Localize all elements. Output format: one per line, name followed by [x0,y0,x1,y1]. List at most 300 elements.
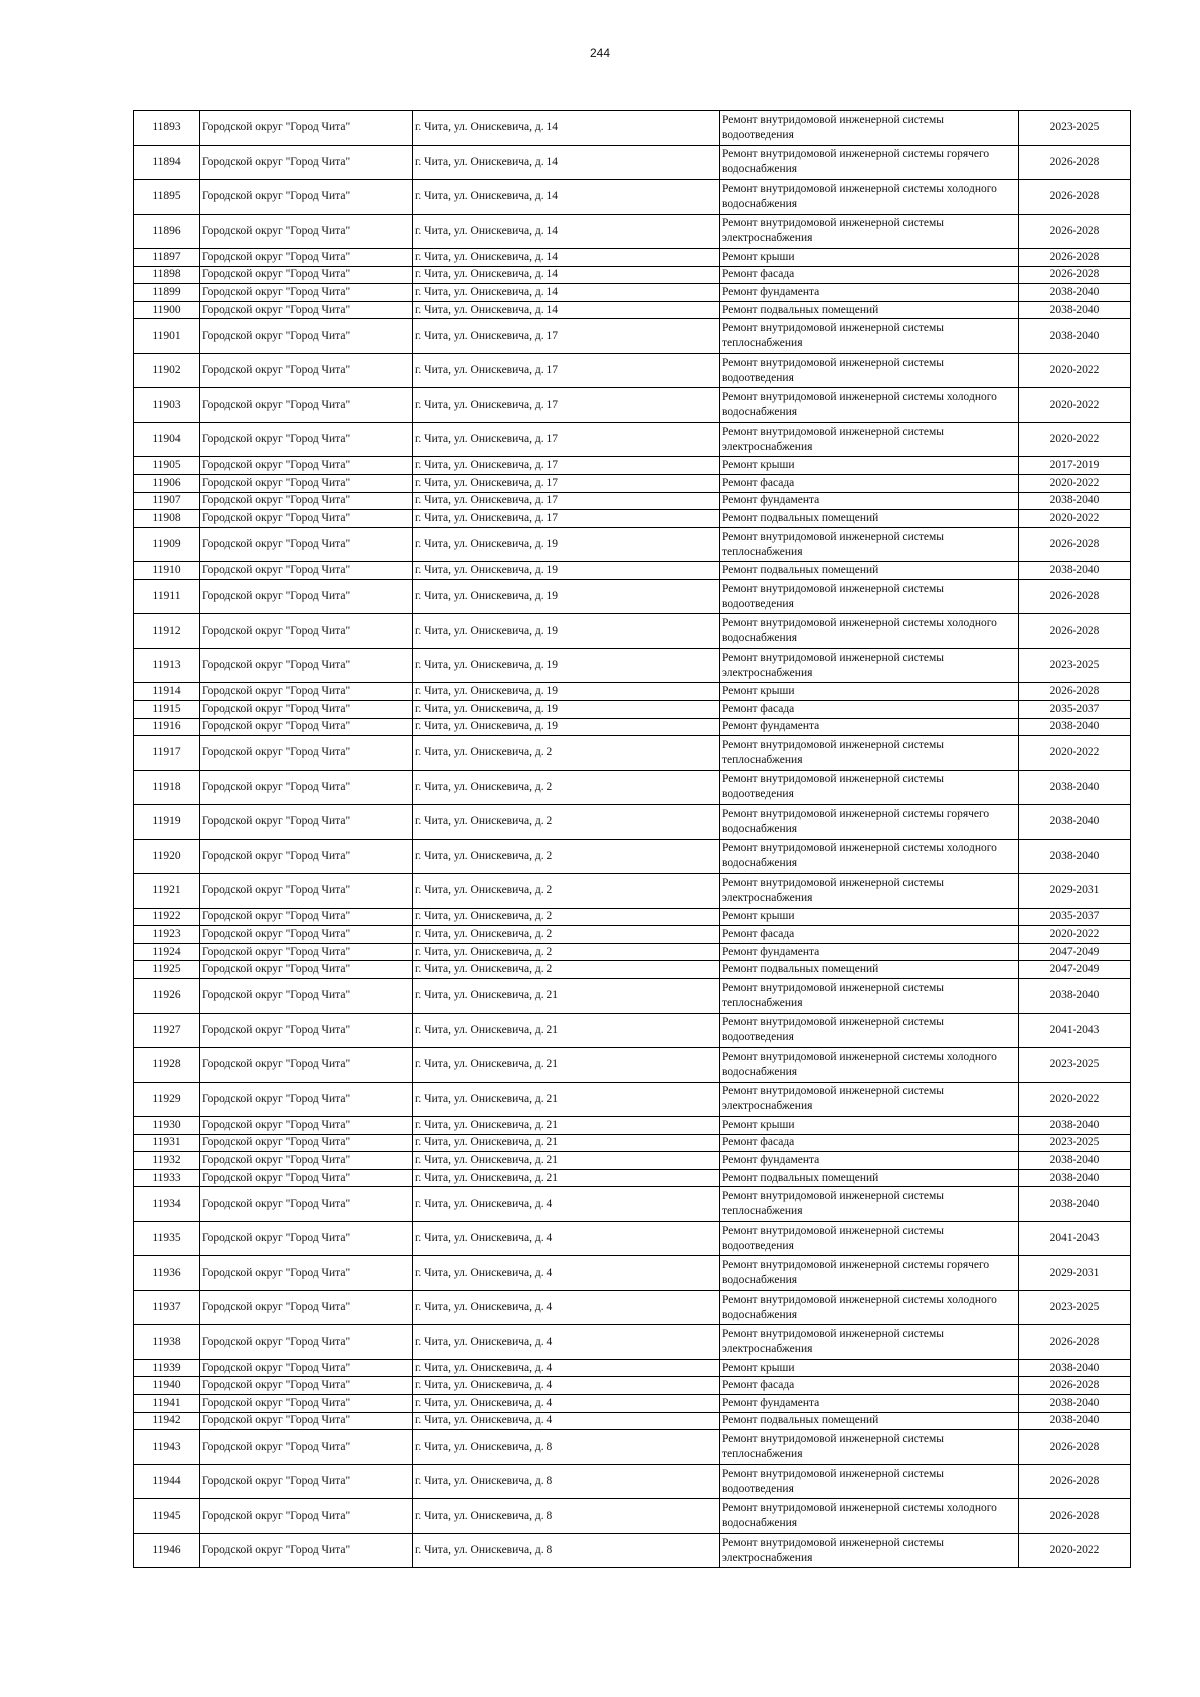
address-cell: г. Чита, ул. Онискевича, д. 14 [413,180,720,215]
table-row [134,908,1131,926]
table-row [134,249,1131,267]
row-number-cell: 11919 [134,805,200,840]
address-cell: г. Чита, ул. Онискевича, д. 14 [413,249,720,267]
address-cell: г. Чита, ул. Онискевича, д. 14 [413,145,720,180]
row-number-cell: 11937 [134,1290,200,1325]
table-row [134,527,1131,562]
work-type-cell: Ремонт внутридомовой инженерной системы электроснабжения [720,1325,1019,1360]
period-cell: 2038-2040 [1019,492,1131,510]
period-cell: 2017-2019 [1019,457,1131,475]
municipality-cell: Городской округ "Город Чита" [200,1082,413,1117]
table-row [134,1187,1131,1222]
period-cell: 2038-2040 [1019,301,1131,319]
work-type-cell: Ремонт внутридомовой инженерной системы электроснабжения [720,1082,1019,1117]
address-cell: г. Чита, ул. Онискевича, д. 17 [413,457,720,475]
period-cell: 2038-2040 [1019,839,1131,874]
municipality-cell: Городской округ "Город Чита" [200,1152,413,1170]
municipality-cell: Городской округ "Город Чита" [200,1412,413,1430]
address-cell: г. Чита, ул. Онискевича, д. 19 [413,562,720,580]
table-body [134,111,1131,1568]
municipality-cell: Городской округ "Город Чита" [200,979,413,1014]
municipality-cell: Городской округ "Город Чита" [200,301,413,319]
municipality-cell: Городской округ "Город Чита" [200,1169,413,1187]
address-cell: г. Чита, ул. Онискевича, д. 4 [413,1359,720,1377]
row-number-cell: 11941 [134,1395,200,1413]
address-cell: г. Чита, ул. Онискевича, д. 19 [413,527,720,562]
work-type-cell: Ремонт внутридомовой инженерной системы горячего водоснабжения [720,805,1019,840]
row-number-cell: 11902 [134,353,200,388]
row-number-cell: 11907 [134,492,200,510]
municipality-cell: Городской округ "Город Чита" [200,422,413,457]
row-number-cell: 11908 [134,510,200,528]
address-cell: г. Чита, ул. Онискевича, д. 2 [413,805,720,840]
table-row [134,492,1131,510]
address-cell: г. Чита, ул. Онискевича, д. 21 [413,979,720,1014]
address-cell: г. Чита, ул. Онискевича, д. 19 [413,579,720,614]
table-row [134,1256,1131,1291]
work-type-cell: Ремонт внутридомовой инженерной системы электроснабжения [720,648,1019,683]
address-cell: г. Чита, ул. Онискевича, д. 4 [413,1412,720,1430]
table-row [134,1169,1131,1187]
period-cell: 2038-2040 [1019,1395,1131,1413]
municipality-cell: Городской округ "Город Чита" [200,1187,413,1222]
work-type-cell: Ремонт внутридомовой инженерной системы холодного водоснабжения [720,839,1019,874]
municipality-cell: Городской округ "Город Чита" [200,1256,413,1291]
page-number: 244 [589,46,611,60]
period-cell: 2023-2025 [1019,1048,1131,1083]
address-cell: г. Чита, ул. Онискевича, д. 2 [413,926,720,944]
address-cell: г. Чита, ул. Онискевича, д. 4 [413,1325,720,1360]
table-row [134,1412,1131,1430]
work-type-cell: Ремонт внутридомовой инженерной системы водоотведения [720,111,1019,146]
table-row [134,700,1131,718]
row-number-cell: 11901 [134,319,200,354]
municipality-cell: Городской округ "Город Чита" [200,266,413,284]
row-number-cell: 11917 [134,736,200,771]
work-type-cell: Ремонт внутридомовой инженерной системы холодного водоснабжения [720,180,1019,215]
row-number-cell: 11926 [134,979,200,1014]
row-number-cell: 11944 [134,1464,200,1499]
row-number-cell: 11939 [134,1359,200,1377]
work-type-cell: Ремонт внутридомовой инженерной системы водоотведения [720,353,1019,388]
address-cell: г. Чита, ул. Онискевича, д. 21 [413,1169,720,1187]
table-row [134,1152,1131,1170]
municipality-cell: Городской округ "Город Чита" [200,874,413,909]
municipality-cell: Городской округ "Город Чита" [200,683,413,701]
table-row [134,388,1131,423]
table-row [134,1325,1131,1360]
address-cell: г. Чита, ул. Онискевича, д. 2 [413,736,720,771]
work-type-cell: Ремонт внутридомовой инженерной системы электроснабжения [720,1533,1019,1568]
row-number-cell: 11918 [134,770,200,805]
table-row [134,683,1131,701]
row-number-cell: 11936 [134,1256,200,1291]
period-cell: 2038-2040 [1019,319,1131,354]
period-cell: 2023-2025 [1019,1290,1131,1325]
municipality-cell: Городской округ "Город Чита" [200,249,413,267]
work-type-cell: Ремонт внутридомовой инженерной системы горячего водоснабжения [720,1256,1019,1291]
period-cell: 2026-2028 [1019,249,1131,267]
work-type-cell: Ремонт фундамента [720,943,1019,961]
period-cell: 2020-2022 [1019,510,1131,528]
address-cell: г. Чита, ул. Онискевича, д. 4 [413,1221,720,1256]
period-cell: 2038-2040 [1019,770,1131,805]
period-cell: 2026-2028 [1019,214,1131,249]
work-type-cell: Ремонт фасада [720,926,1019,944]
address-cell: г. Чита, ул. Онискевича, д. 2 [413,961,720,979]
row-number-cell: 11899 [134,284,200,302]
municipality-cell: Городской округ "Город Чита" [200,1395,413,1413]
table-row [134,1359,1131,1377]
table-row [134,1048,1131,1083]
work-type-cell: Ремонт подвальных помещений [720,961,1019,979]
address-cell: г. Чита, ул. Онискевича, д. 2 [413,770,720,805]
address-cell: г. Чита, ул. Онискевича, д. 14 [413,214,720,249]
table-row [134,111,1131,146]
municipality-cell: Городской округ "Город Чита" [200,718,413,736]
period-cell: 2026-2028 [1019,1464,1131,1499]
municipality-cell: Городской округ "Город Чита" [200,1290,413,1325]
row-number-cell: 11904 [134,422,200,457]
table-row [134,284,1131,302]
work-type-cell: Ремонт внутридомовой инженерной системы холодного водоснабжения [720,1499,1019,1534]
row-number-cell: 11913 [134,648,200,683]
address-cell: г. Чита, ул. Онискевича, д. 19 [413,648,720,683]
table-row [134,1082,1131,1117]
row-number-cell: 11945 [134,1499,200,1534]
period-cell: 2038-2040 [1019,1169,1131,1187]
row-number-cell: 11916 [134,718,200,736]
period-cell: 2020-2022 [1019,474,1131,492]
table-row [134,510,1131,528]
row-number-cell: 11946 [134,1533,200,1568]
repair-schedule-table [133,110,1131,1568]
period-cell: 2038-2040 [1019,718,1131,736]
row-number-cell: 11940 [134,1377,200,1395]
table-row [134,943,1131,961]
row-number-cell: 11934 [134,1187,200,1222]
address-cell: г. Чита, ул. Онискевича, д. 21 [413,1048,720,1083]
table-row [134,614,1131,649]
row-number-cell: 11943 [134,1430,200,1465]
work-type-cell: Ремонт внутридомовой инженерной системы электроснабжения [720,422,1019,457]
period-cell: 2026-2028 [1019,1499,1131,1534]
address-cell: г. Чита, ул. Онискевича, д. 21 [413,1013,720,1048]
row-number-cell: 11932 [134,1152,200,1170]
work-type-cell: Ремонт крыши [720,1359,1019,1377]
row-number-cell: 11927 [134,1013,200,1048]
municipality-cell: Городской округ "Город Чита" [200,805,413,840]
address-cell: г. Чита, ул. Онискевича, д. 2 [413,839,720,874]
table-row [134,1221,1131,1256]
table-row [134,474,1131,492]
address-cell: г. Чита, ул. Онискевича, д. 19 [413,718,720,736]
table-row [134,839,1131,874]
municipality-cell: Городской округ "Город Чита" [200,908,413,926]
municipality-cell: Городской округ "Город Чита" [200,839,413,874]
address-cell: г. Чита, ул. Онискевича, д. 4 [413,1395,720,1413]
municipality-cell: Городской округ "Город Чита" [200,736,413,771]
municipality-cell: Городской округ "Город Чита" [200,700,413,718]
period-cell: 2026-2028 [1019,180,1131,215]
row-number-cell: 11912 [134,614,200,649]
municipality-cell: Городской округ "Город Чита" [200,1533,413,1568]
period-cell: 2026-2028 [1019,614,1131,649]
work-type-cell: Ремонт внутридомовой инженерной системы водоотведения [720,579,1019,614]
period-cell: 2041-2043 [1019,1013,1131,1048]
municipality-cell: Городской округ "Город Чита" [200,1325,413,1360]
work-type-cell: Ремонт внутридомовой инженерной системы водоотведения [720,1464,1019,1499]
row-number-cell: 11923 [134,926,200,944]
address-cell: г. Чита, ул. Онискевича, д. 4 [413,1187,720,1222]
address-cell: г. Чита, ул. Онискевича, д. 14 [413,111,720,146]
address-cell: г. Чита, ул. Онискевича, д. 21 [413,1134,720,1152]
work-type-cell: Ремонт внутридомовой инженерной системы электроснабжения [720,874,1019,909]
address-cell: г. Чита, ул. Онискевича, д. 8 [413,1464,720,1499]
period-cell: 2029-2031 [1019,1256,1131,1291]
work-type-cell: Ремонт внутридомовой инженерной системы теплоснабжения [720,979,1019,1014]
row-number-cell: 11896 [134,214,200,249]
work-type-cell: Ремонт подвальных помещений [720,301,1019,319]
period-cell: 2038-2040 [1019,1359,1131,1377]
row-number-cell: 11903 [134,388,200,423]
address-cell: г. Чита, ул. Онискевича, д. 2 [413,943,720,961]
address-cell: г. Чита, ул. Онискевича, д. 2 [413,874,720,909]
work-type-cell: Ремонт фундамента [720,1395,1019,1413]
table-row [134,301,1131,319]
row-number-cell: 11921 [134,874,200,909]
period-cell: 2038-2040 [1019,284,1131,302]
work-type-cell: Ремонт внутридомовой инженерной системы теплоснабжения [720,319,1019,354]
work-type-cell: Ремонт крыши [720,249,1019,267]
work-type-cell: Ремонт фасада [720,266,1019,284]
work-type-cell: Ремонт внутридомовой инженерной системы теплоснабжения [720,736,1019,771]
period-cell: 2026-2028 [1019,579,1131,614]
municipality-cell: Городской округ "Город Чита" [200,648,413,683]
municipality-cell: Городской округ "Город Чита" [200,474,413,492]
row-number-cell: 11931 [134,1134,200,1152]
period-cell: 2047-2049 [1019,961,1131,979]
work-type-cell: Ремонт фасада [720,1377,1019,1395]
municipality-cell: Городской округ "Город Чита" [200,1377,413,1395]
table-row [134,961,1131,979]
table-row [134,736,1131,771]
row-number-cell: 11930 [134,1117,200,1135]
address-cell: г. Чита, ул. Онискевича, д. 17 [413,510,720,528]
row-number-cell: 11925 [134,961,200,979]
period-cell: 2020-2022 [1019,422,1131,457]
municipality-cell: Городской округ "Город Чита" [200,319,413,354]
work-type-cell: Ремонт подвальных помещений [720,510,1019,528]
work-type-cell: Ремонт подвальных помещений [720,1412,1019,1430]
work-type-cell: Ремонт крыши [720,683,1019,701]
table-row [134,145,1131,180]
row-number-cell: 11929 [134,1082,200,1117]
row-number-cell: 11894 [134,145,200,180]
municipality-cell: Городской округ "Город Чита" [200,1117,413,1135]
row-number-cell: 11933 [134,1169,200,1187]
period-cell: 2038-2040 [1019,979,1131,1014]
municipality-cell: Городской округ "Город Чита" [200,145,413,180]
period-cell: 2035-2037 [1019,908,1131,926]
work-type-cell: Ремонт внутридомовой инженерной системы холодного водоснабжения [720,1290,1019,1325]
municipality-cell: Городской округ "Город Чита" [200,180,413,215]
table-row [134,1533,1131,1568]
municipality-cell: Городской округ "Город Чита" [200,943,413,961]
table-row [134,422,1131,457]
municipality-cell: Городской округ "Город Чита" [200,961,413,979]
period-cell: 2020-2022 [1019,353,1131,388]
period-cell: 2038-2040 [1019,805,1131,840]
work-type-cell: Ремонт внутридомовой инженерной системы теплоснабжения [720,1187,1019,1222]
table-row [134,457,1131,475]
period-cell: 2026-2028 [1019,145,1131,180]
period-cell: 2026-2028 [1019,266,1131,284]
period-cell: 2047-2049 [1019,943,1131,961]
row-number-cell: 11920 [134,839,200,874]
municipality-cell: Городской округ "Город Чита" [200,1134,413,1152]
table-row [134,926,1131,944]
table-row [134,1377,1131,1395]
municipality-cell: Городской округ "Город Чита" [200,562,413,580]
period-cell: 2038-2040 [1019,1117,1131,1135]
address-cell: г. Чита, ул. Онискевича, д. 14 [413,301,720,319]
row-number-cell: 11909 [134,527,200,562]
municipality-cell: Городской округ "Город Чита" [200,1221,413,1256]
work-type-cell: Ремонт внутридомовой инженерной системы холодного водоснабжения [720,614,1019,649]
address-cell: г. Чита, ул. Онискевича, д. 17 [413,492,720,510]
address-cell: г. Чита, ул. Онискевича, д. 8 [413,1533,720,1568]
address-cell: г. Чита, ул. Онискевича, д. 17 [413,319,720,354]
work-type-cell: Ремонт подвальных помещений [720,562,1019,580]
address-cell: г. Чита, ул. Онискевича, д. 21 [413,1152,720,1170]
work-type-cell: Ремонт фасада [720,700,1019,718]
municipality-cell: Городской округ "Город Чита" [200,579,413,614]
table-row [134,1134,1131,1152]
period-cell: 2026-2028 [1019,1377,1131,1395]
address-cell: г. Чита, ул. Онискевича, д. 17 [413,422,720,457]
row-number-cell: 11897 [134,249,200,267]
address-cell: г. Чита, ул. Онискевича, д. 4 [413,1377,720,1395]
period-cell: 2029-2031 [1019,874,1131,909]
work-type-cell: Ремонт внутридомовой инженерной системы теплоснабжения [720,527,1019,562]
period-cell: 2020-2022 [1019,736,1131,771]
table-row [134,353,1131,388]
work-type-cell: Ремонт подвальных помещений [720,1169,1019,1187]
table-row [134,214,1131,249]
row-number-cell: 11910 [134,562,200,580]
work-type-cell: Ремонт крыши [720,1117,1019,1135]
work-type-cell: Ремонт внутридомовой инженерной системы водоотведения [720,1221,1019,1256]
row-number-cell: 11942 [134,1412,200,1430]
address-cell: г. Чита, ул. Онискевича, д. 19 [413,683,720,701]
address-cell: г. Чита, ул. Онискевича, д. 4 [413,1256,720,1291]
municipality-cell: Городской округ "Город Чита" [200,510,413,528]
municipality-cell: Городской округ "Город Чита" [200,527,413,562]
address-cell: г. Чита, ул. Онискевича, д. 21 [413,1117,720,1135]
work-type-cell: Ремонт крыши [720,457,1019,475]
work-type-cell: Ремонт внутридомовой инженерной системы водоотведения [720,770,1019,805]
address-cell: г. Чита, ул. Онискевича, д. 19 [413,614,720,649]
table-row [134,874,1131,909]
period-cell: 2041-2043 [1019,1221,1131,1256]
row-number-cell: 11924 [134,943,200,961]
table-row [134,1430,1131,1465]
row-number-cell: 11914 [134,683,200,701]
row-number-cell: 11906 [134,474,200,492]
row-number-cell: 11900 [134,301,200,319]
row-number-cell: 11911 [134,579,200,614]
address-cell: г. Чита, ул. Онискевича, д. 17 [413,353,720,388]
municipality-cell: Городской округ "Город Чита" [200,492,413,510]
work-type-cell: Ремонт фундамента [720,718,1019,736]
period-cell: 2020-2022 [1019,1533,1131,1568]
work-type-cell: Ремонт фундамента [720,492,1019,510]
row-number-cell: 11922 [134,908,200,926]
row-number-cell: 11935 [134,1221,200,1256]
table-row [134,648,1131,683]
period-cell: 2026-2028 [1019,1430,1131,1465]
table-row [134,1499,1131,1534]
municipality-cell: Городской округ "Город Чита" [200,1430,413,1465]
row-number-cell: 11898 [134,266,200,284]
address-cell: г. Чита, ул. Онискевича, д. 17 [413,388,720,423]
work-type-cell: Ремонт фасада [720,1134,1019,1152]
table-row [134,319,1131,354]
table-row [134,180,1131,215]
period-cell: 2038-2040 [1019,562,1131,580]
municipality-cell: Городской округ "Город Чита" [200,1499,413,1534]
row-number-cell: 11895 [134,180,200,215]
period-cell: 2038-2040 [1019,1187,1131,1222]
period-cell: 2026-2028 [1019,683,1131,701]
address-cell: г. Чита, ул. Онискевича, д. 17 [413,474,720,492]
period-cell: 2020-2022 [1019,388,1131,423]
municipality-cell: Городской округ "Город Чита" [200,926,413,944]
municipality-cell: Городской округ "Город Чита" [200,214,413,249]
period-cell: 2038-2040 [1019,1152,1131,1170]
table-row [134,579,1131,614]
table-row [134,1290,1131,1325]
period-cell: 2023-2025 [1019,1134,1131,1152]
municipality-cell: Городской округ "Город Чита" [200,1464,413,1499]
address-cell: г. Чита, ул. Онискевича, д. 4 [413,1290,720,1325]
table-row [134,562,1131,580]
work-type-cell: Ремонт внутридомовой инженерной системы теплоснабжения [720,1430,1019,1465]
table-row [134,1117,1131,1135]
work-type-cell: Ремонт фундамента [720,1152,1019,1170]
work-type-cell: Ремонт крыши [720,908,1019,926]
municipality-cell: Городской округ "Город Чита" [200,388,413,423]
municipality-cell: Городской округ "Город Чита" [200,1359,413,1377]
period-cell: 2020-2022 [1019,926,1131,944]
address-cell: г. Чита, ул. Онискевича, д. 14 [413,266,720,284]
row-number-cell: 11893 [134,111,200,146]
table-row [134,266,1131,284]
period-cell: 2038-2040 [1019,1412,1131,1430]
period-cell: 2035-2037 [1019,700,1131,718]
row-number-cell: 11928 [134,1048,200,1083]
table-row [134,1464,1131,1499]
municipality-cell: Городской округ "Город Чита" [200,353,413,388]
address-cell: г. Чита, ул. Онискевича, д. 2 [413,908,720,926]
work-type-cell: Ремонт фундамента [720,284,1019,302]
municipality-cell: Городской округ "Город Чита" [200,614,413,649]
work-type-cell: Ремонт внутридомовой инженерной системы электроснабжения [720,214,1019,249]
municipality-cell: Городской округ "Город Чита" [200,1048,413,1083]
period-cell: 2026-2028 [1019,527,1131,562]
period-cell: 2023-2025 [1019,111,1131,146]
